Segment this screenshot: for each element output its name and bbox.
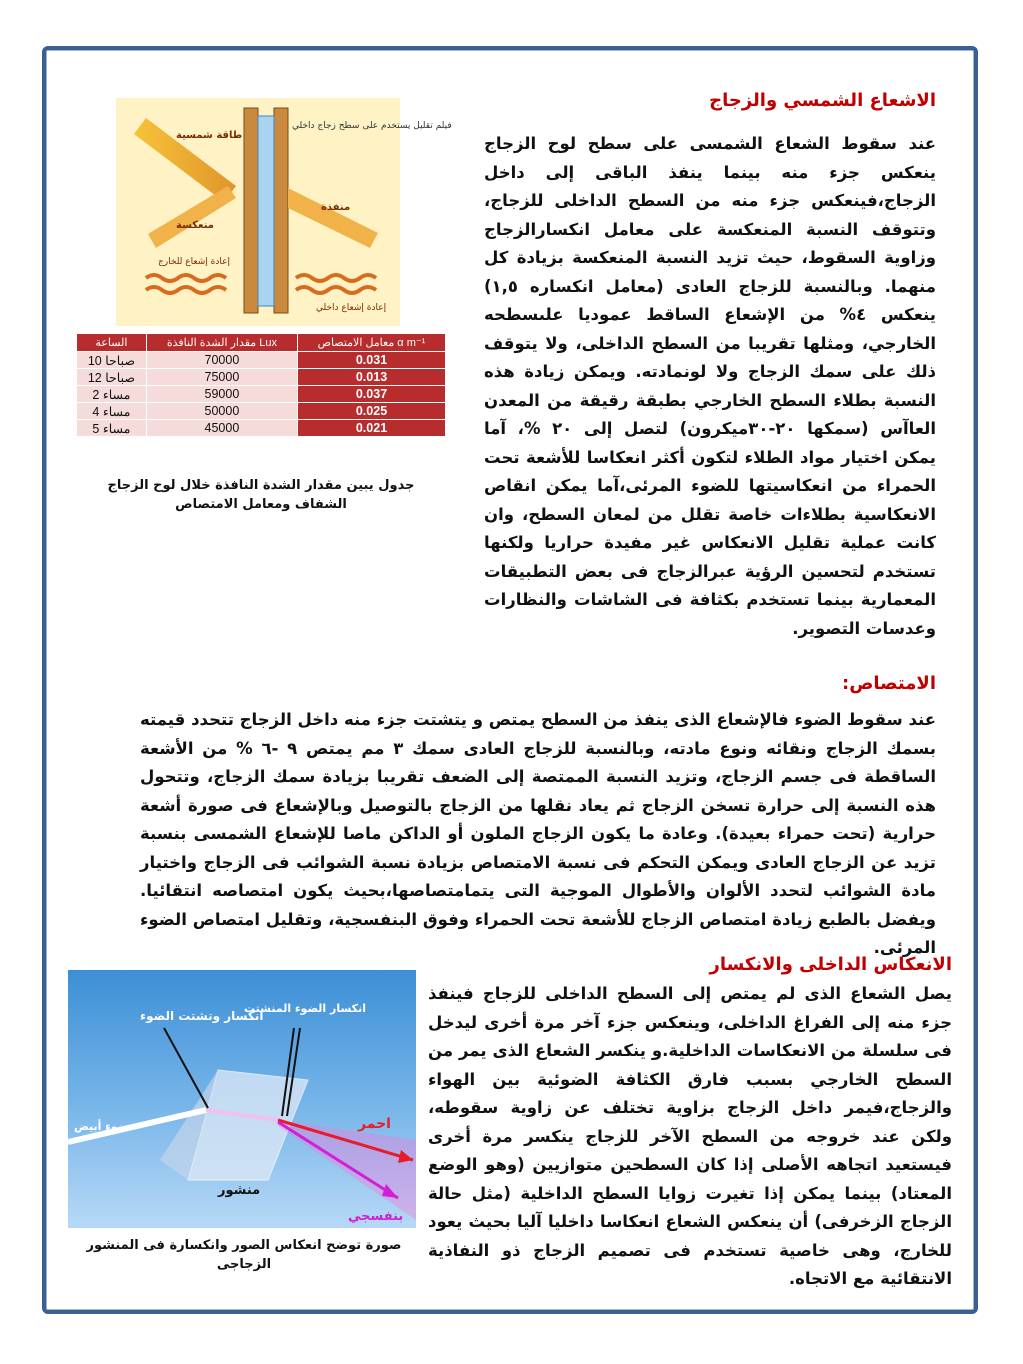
label-reradiate-in: إعادة إشعاع داخلي xyxy=(316,303,387,313)
table-cell-alpha: 0.013 xyxy=(298,369,446,386)
glass-radiation-diagram xyxy=(116,98,452,326)
table-cell-time: 5 مساء xyxy=(77,420,147,437)
prism-dispersion-photo xyxy=(68,970,416,1228)
label-white-light: ضوء أبيض xyxy=(74,1120,129,1133)
section-paragraph-internal-reflection: يصل الشعاع الذى لم يمتص إلى السطح الداخلى للزجاج فينفذ جزء منه إلى الفراغ الداخلى، وينعكس جزء آخر مرة أخرى ليدخل فى سلسلة من الانعكاسات الداخلية.و ينكسر الشعاع الذى يمر من السطح الخارجي بسبب فارق الكثافة الضوئية بين الهواء والزجاج،فيمر داخل الزجاج بزاوية تختلف عن زاوية سقوطه، ولكن عند خروجه من السطح الآخر للزجاج ينكسر مرة أخرى فيستعيد اتجاهه الأصلى إذا كان السطحين متوازيين (وهو الوضع المعتاد) بينما يمكن إذا تغيرت زوايا السطح الداخلية (مثل حالة الزجاج الزخرفى) أن ينعكس الشعاع انعكاسا داخليا آليا بحيث يعود للخارج، وهى خاصية تستخدم فى تصميم الزجاج ذو النفاذية الانتقائية مع الاتجاه. xyxy=(428,984,952,1288)
table-cell-time: 2 مساء xyxy=(77,386,147,403)
label-red: احمر xyxy=(358,1116,391,1132)
label-film: فيلم تقليل يستخدم على سطح زجاج داخلي xyxy=(292,121,452,131)
table-cell-alpha: 0.021 xyxy=(298,420,446,437)
table-row xyxy=(77,352,446,369)
table-cell-alpha: 0.031 xyxy=(298,352,446,369)
table-cell-lux: 70000 xyxy=(146,352,297,369)
section-heading-internal-reflection: الانعكاس الداخلى والانكسار xyxy=(709,954,952,975)
section-heading-absorption: الامتصاص: xyxy=(842,673,936,694)
label-violet: بنفسجي xyxy=(348,1209,404,1224)
label-scattered-refract: انكسار الضوء المنشتت xyxy=(244,1002,366,1015)
section-paragraph-absorption: عند سقوط الضوء فالإشعاع الذى ينفذ من السطح يمتص و يتشتت جزء منه داخل الزجاج تتحدد قيمته بسمك الزجاج ونقائه ونوع مادته، وبالنسبة للزجاج العادى سمك ٣ مم يمتص ٩ -٦ % من الأشعة الساقطة فى جسم الزجاج، وتزيد النسبة الممتصة إلى الضعف تقريبا بزيادة سمك الزجاج، وتتحول هذه النسبة إلى حرارة تسخن الزجاج ثم يعاد نقلها من الزجاج بالتوصيل وبالإشعاع فى صورة أشعة حرارية (تحت حمراء بعيدة). وعادة ما يكون الزجاج الملون أو الداكن ماصا للإشعاع الشمسى بنسبة تزيد عن الزجاج العادى ويمكن التحكم فى نسبة الامتصاص بزيادة نسبة الشوائب فى الزجاج واختيار مادة الشوائب لتحدد الألوان والأطوال الموجية التى يتمامتصاصها،بحيث يكون امتصاصه انتقائيا. ويفضل بالطبع زيادة امتصاص الزجاج للأشعة تحت الحمراء وفوق البنفسجية، وتقليل امتصاص الضوء المرئى. xyxy=(140,710,936,957)
prism-caption: صورة توضح انعكاس الصور وانكسارة فى المنشور الزجاجى xyxy=(86,1238,402,1272)
table-cell-lux: 50000 xyxy=(146,403,297,420)
table-cell-lux: 59000 xyxy=(146,386,297,403)
label-solar-energy: طاقة شمسية xyxy=(176,130,243,141)
section-paragraph-solar-radiation: عند سقوط الشعاع الشمسى على سطح لوح الزجاج ينعكس جزء منه بينما ينفذ الباقى إلى داخل الزجاج،فينعكس جزء منه من السطح الداخلى للزجاج، وتتوقف النسبة المنعكسة على معامل انكسارالزجاج وزاوية السقوط، حيث تزيد النسبة المنعكسة بزيادة كل منهما. وبالنسبة للزجاج العادى (معامل انكساره ١,٥) ينعكس ٤% من الإشعاع الساقط عموديا علىسطحه الخارجي، ومثلها تقريبا من السطح الداخلى، ولا يتوقف ذلك على سمك الزجاج ولا لونمادته. ويمكن زيادة هذه النسبة بطلاء السطح الخارجي بطبقة رقيقة من المعدن العاآس (سمكها ٢٠-٣٠ميكرون) لتصل إلى ٢٠ %، آما يمكن اختيار مواد الطلاء لتكون أكثر انعكاسا للأشعة تحت الحمراء من انعكاسيتها للضوء المرئى،آما يمكن انقاص الانعكاسية بطلاءات خاصة تقلل من لمعان السطح، وان كانت عملية تقليل الانعكاس غير مفيدة حراريا ولكنها تستخدم لتحسين الرؤية عبرالزجاج فى بعض التطبيقات المعمارية بينما تستخدم بكثافة فى الشاشات والنظارات وعدسات التصوير. xyxy=(484,134,936,638)
table-row xyxy=(77,420,446,437)
table-cell-alpha: 0.037 xyxy=(298,386,446,403)
label-reflected: منعكسة xyxy=(176,220,214,231)
label-refract-scatter: انكسار وتشتت الضوء xyxy=(140,1009,264,1023)
table-row xyxy=(77,369,446,386)
table-cell-lux: 45000 xyxy=(146,420,297,437)
label-reradiate-out: إعادة إشعاع للخارج xyxy=(158,257,230,267)
table-cell-time: 4 مساء xyxy=(77,403,147,420)
table-row xyxy=(77,403,446,420)
table-header-lux: مقدار الشدة النافذة Lux xyxy=(146,334,297,352)
table-cell-alpha: 0.025 xyxy=(298,403,446,420)
table-cell-time: 10 صباحا xyxy=(77,352,147,369)
table-header-alpha: معامل الامتصاص α m⁻¹ xyxy=(298,334,446,352)
table-caption: جدول يبين مقدار الشدة النافذة خلال لوح الزجاج الشفاف ومعامل الامتصاص xyxy=(107,478,415,512)
label-transmitted: منفذة xyxy=(321,202,351,213)
label-prism: منشور xyxy=(218,1183,261,1198)
table-row xyxy=(77,386,446,403)
absorption-table xyxy=(76,333,446,437)
section-heading-solar-radiation: الاشعاع الشمسي والزجاج xyxy=(709,90,936,111)
table-cell-time: 12 صباحا xyxy=(77,369,147,386)
table-cell-lux: 75000 xyxy=(146,369,297,386)
table-header-time: الساعة xyxy=(77,334,147,352)
